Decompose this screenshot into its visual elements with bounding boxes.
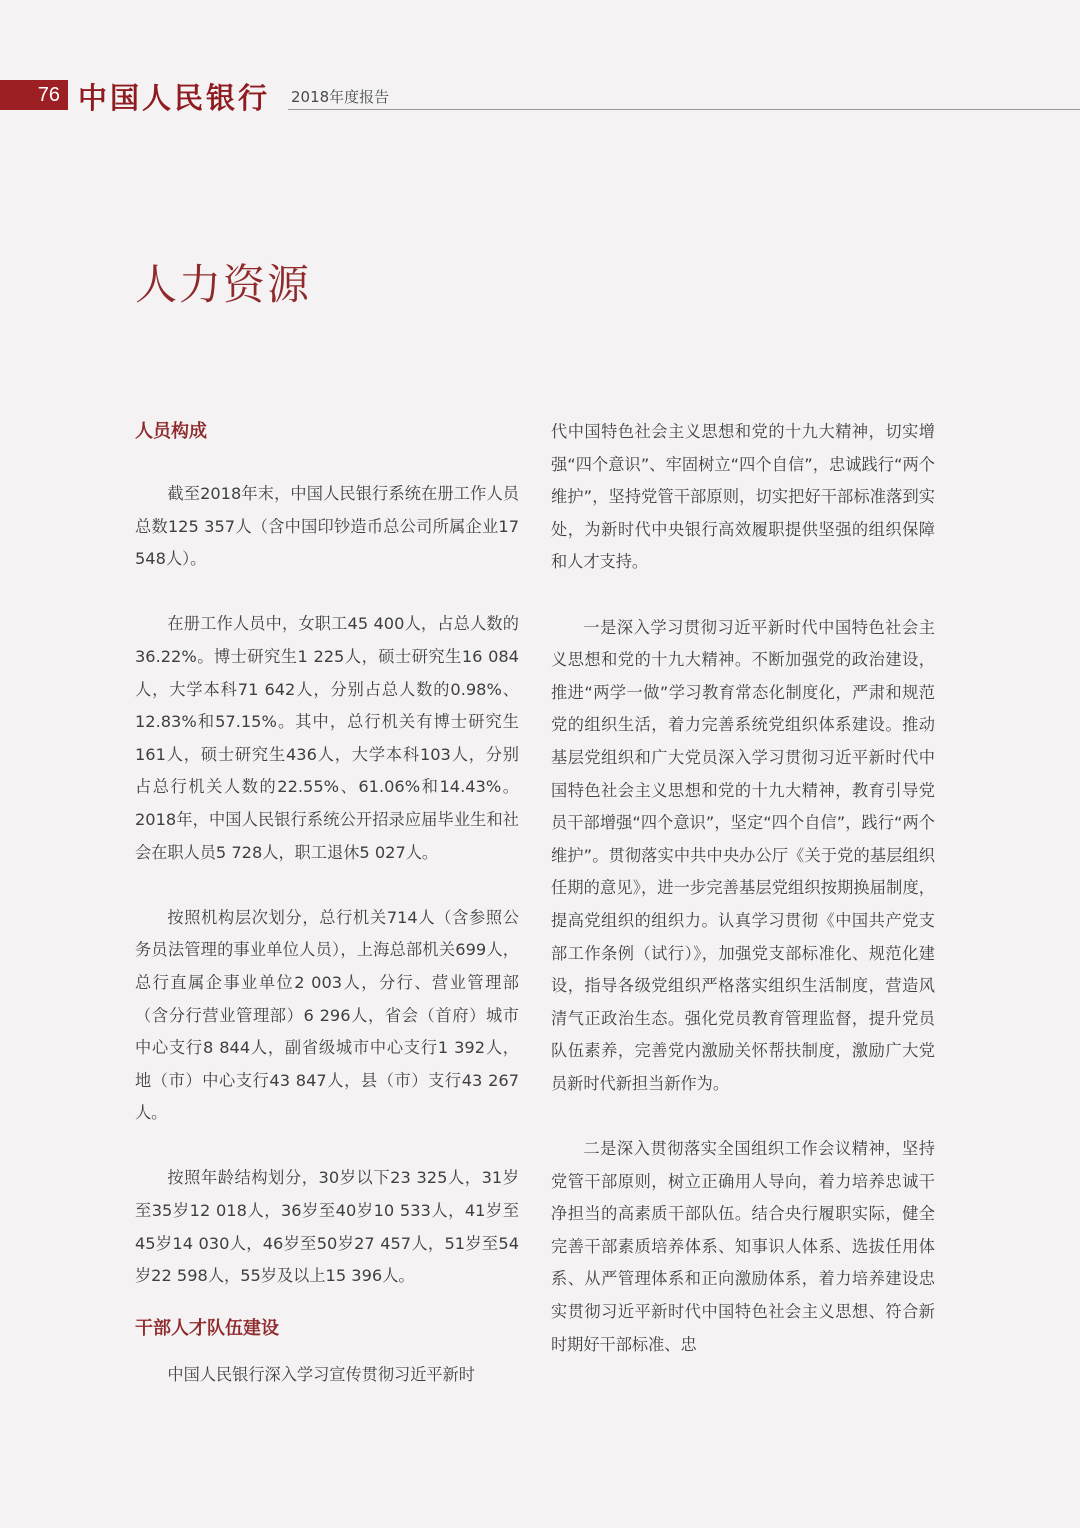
page-number-badge — [0, 80, 68, 110]
section-heading-cadre-building: 干部人才队伍建设 — [135, 1318, 279, 1340]
section-heading-staff-composition: 人员构成 — [135, 421, 207, 442]
paragraph-staff-by-age: 按照年龄结构划分，30岁以下23 325人，31岁至35岁12 018人，36岁至40岁10 533人，41岁至45岁14 030人，46岁至50岁27 457人，51岁至54岁22 598人，55岁及以上15 396人。 — [135, 1168, 519, 1286]
header-divider — [288, 109, 1080, 110]
paragraph-cadre-intro: 中国人民银行深入学习宣传贯彻习近平新时 — [167, 1365, 475, 1385]
paragraph-staff-by-level: 按照机构层次划分，总行机关714人（含参照公务员法管理的事业单位人员），上海总部机关699人，总行直属企事业单位2 003人，分行、营业管理部（含分行营业管理部）6 296人，省会（首府）城市中心支行8 844人，副省级城市中心支行1 392人，地（市）中心支行43 847人，县（市）支行43 267人。 — [135, 907, 519, 1123]
page-number: 76 — [37, 84, 60, 106]
paragraph-point-one: 一是深入学习贯彻习近平新时代中国特色社会主义思想和党的十九大精神。不断加强党的政治建设，推进“两学一做”学习教育常态化制度化，严肃和规范党的组织生活，着力完善系统党组织体系建设。推动基层党组织和广大党员深入学习贯彻习近平新时代中国特色社会主义思想和党的十九大精神，教育引导党员干部增强“四个意识”，坚定“四个自信”，践行“两个维护”。贯彻落实中共中央办公厅《关于党的基层组织任期的意见》，进一步完善基层党组织按期换届制度，提高党组织的组织力。认真学习贯彻《中国共产党支部工作条例（试行）》，加强党支部标准化、规范化建设，指导各级党组织严格落实组织生活制度，营造风清气正政治生态。强化党员教育管理监督，提升党员队伍素养，完善党内激励关怀帮扶制度，激励广大党员新时代新担当新作为。 — [551, 617, 935, 1093]
page-title: 人力资源 — [135, 260, 312, 309]
page-header — [0, 78, 1080, 114]
left-column — [135, 416, 519, 1425]
paragraph-point-two: 二是深入贯彻落实全国组织工作会议精神，坚持党管干部原则，树立正确用人导向，着力培养忠诚干净担当的高素质干部队伍。结合央行履职实际，健全完善干部素质培养体系、知事识人体系、选拔任用体系、从严管理体系和正向激励体系，着力培养建设忠实贯彻习近平新时代中国特色社会主义思想、符合新时期好干部标准、忠 — [551, 1139, 935, 1354]
paragraph-cadre-intro-continued: 代中国特色社会主义思想和党的十九大精神，切实增强“四个意识”、牢固树立“四个自信”，忠诚践行“两个维护”，坚持党管干部原则，切实把好干部标准落到实处，为新时代中央银行高效履职提供坚强的组织保障和人才支持。 — [551, 422, 935, 572]
bank-name-logo: 中国人民银行 — [78, 81, 271, 115]
right-column — [551, 416, 935, 1394]
report-label: 2018年度报告 — [291, 88, 390, 106]
paragraph-total-staff: 截至2018年末，中国人民银行系统在册工作人员总数125 357人（含中国印钞造币总公司所属企业17 548人）。 — [135, 484, 519, 569]
paragraph-staff-education: 在册工作人员中，女职工45 400人，占总人数的36.22%。博士研究生1 225人，硕士研究生16 084人，大学本科71 642人，分别占总人数的0.98%、12.83%和57.15%。其中，总行机关有博士研究生161人，硕士研究生436人，大学本科103人，分别占总行机关人数的22.55%、61.06%和14.43%。2018年，中国人民银行系统公开招录应届毕业生和社会在职人员5 728人，职工退休5 027人。 — [135, 614, 519, 862]
